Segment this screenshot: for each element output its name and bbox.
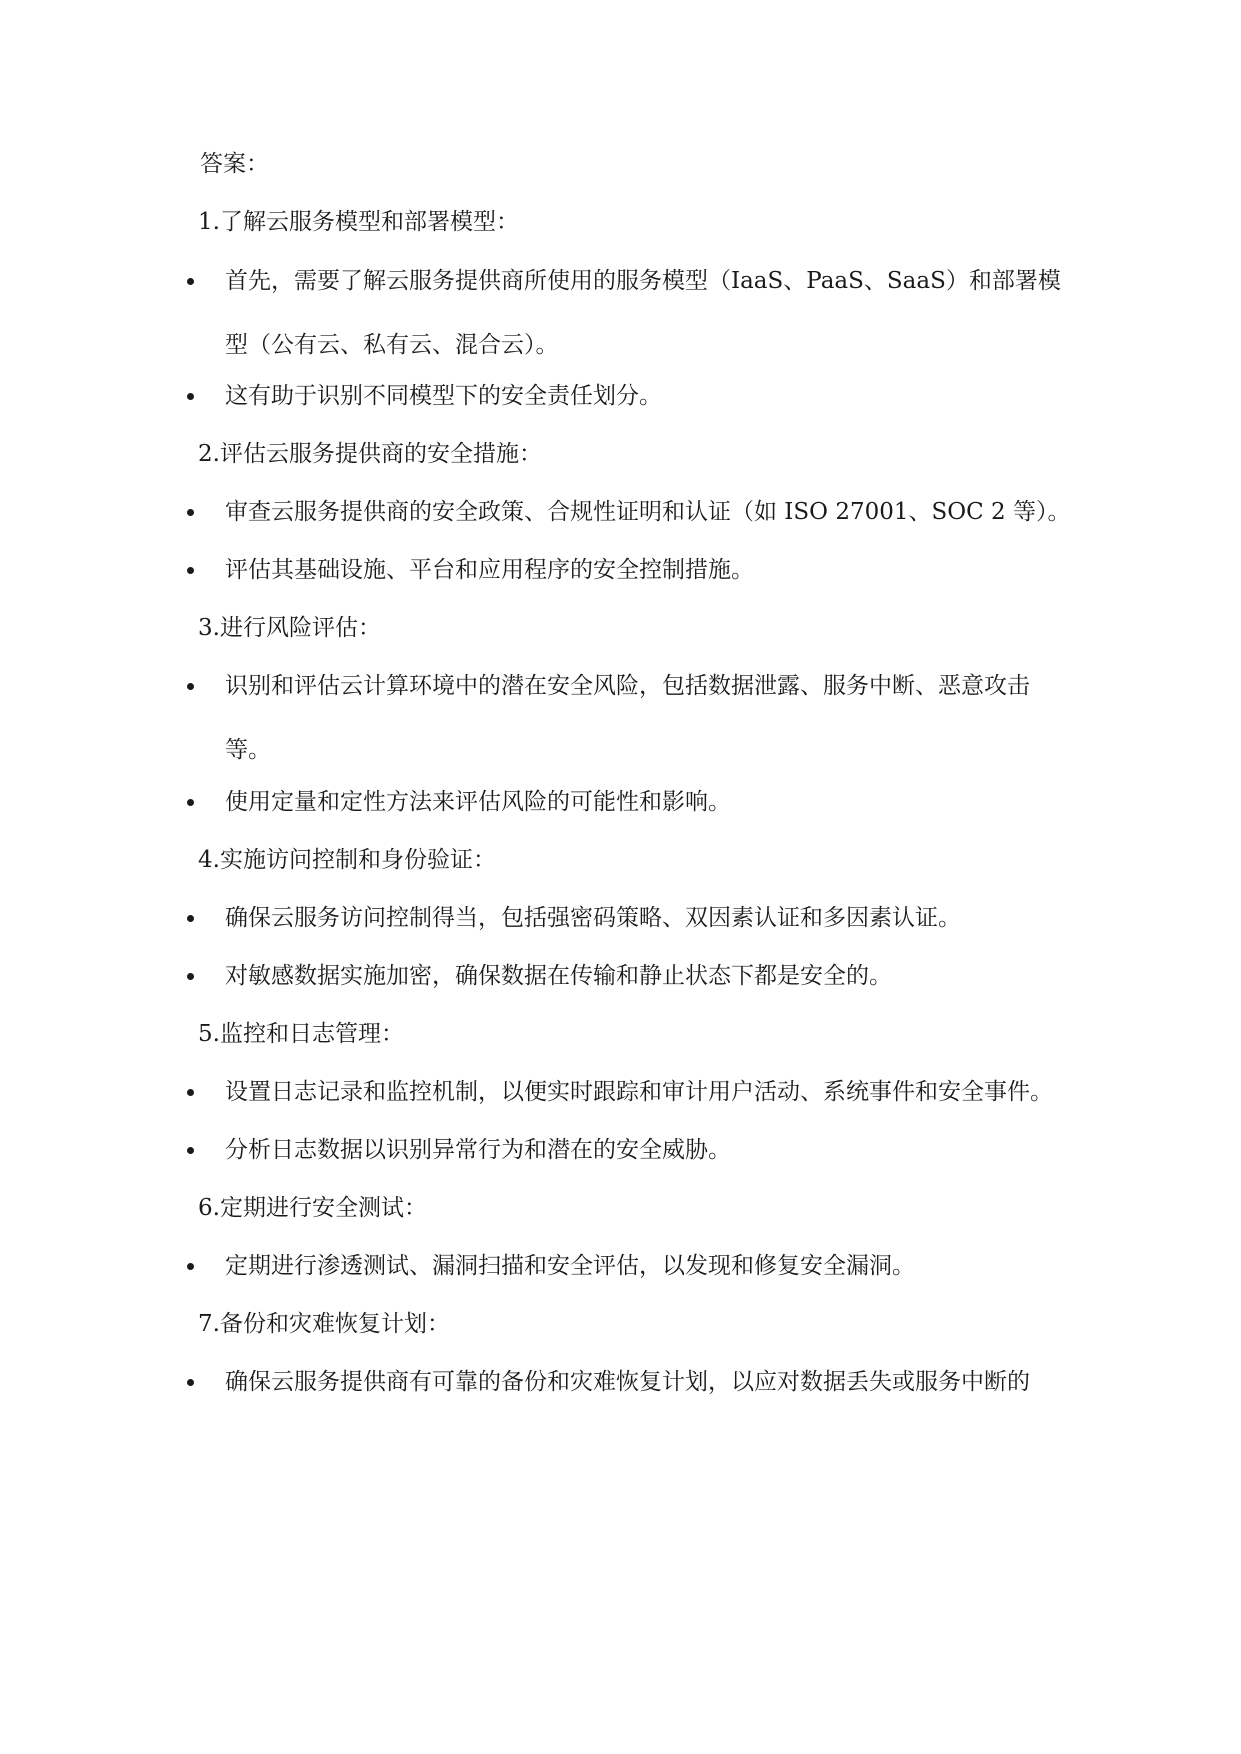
- bullet-text: 定期进行渗透测试、漏洞扫描和安全评估，以发现和修复安全漏洞。: [225, 1253, 915, 1279]
- bullet-dot-icon: [187, 683, 194, 690]
- bullet-dot-icon: [187, 393, 194, 400]
- section-heading-5: 5.监控和日志管理：: [198, 1021, 404, 1047]
- bullet-text: 确保云服务提供商有可靠的备份和灾难恢复计划，以应对数据丢失或服务中断的: [225, 1369, 1030, 1395]
- section-heading-4: 4.实施访问控制和身份验证：: [198, 847, 496, 873]
- bullet-dot-icon: [187, 1263, 194, 1270]
- answer-title: 答案：: [200, 151, 269, 177]
- bullet-text: 识别和评估云计算环境中的潜在安全风险，包括数据泄露、服务中断、恶意攻击: [225, 673, 1030, 699]
- bullet-dot-icon: [187, 799, 194, 806]
- bullet-text: 这有助于识别不同模型下的安全责任划分。: [225, 383, 662, 409]
- bullet-text: 评估其基础设施、平台和应用程序的安全控制措施。: [225, 557, 754, 583]
- bullet-text: 分析日志数据以识别异常行为和潜在的安全威胁。: [225, 1137, 731, 1163]
- bullet-dot-icon: [187, 1379, 194, 1386]
- bullet-text: 确保云服务访问控制得当，包括强密码策略、双因素认证和多因素认证。: [225, 905, 961, 931]
- bullet-dot-icon: [187, 1147, 194, 1154]
- section-heading-3: 3.进行风险评估：: [198, 615, 381, 641]
- bullet-dot-icon: [187, 973, 194, 980]
- bullet-text: 审查云服务提供商的安全政策、合规性证明和认证（如 ISO 27001、SOC 2 等）。: [225, 499, 1071, 525]
- bullet-text: 对敏感数据实施加密，确保数据在传输和静止状态下都是安全的。: [225, 963, 892, 989]
- bullet-dot-icon: [187, 915, 194, 922]
- bullet-dot-icon: [187, 278, 194, 285]
- section-heading-2: 2.评估云服务提供商的安全措施：: [198, 441, 542, 467]
- section-heading-1: 1.了解云服务模型和部署模型：: [198, 209, 519, 235]
- bullet-text-continued: 型（公有云、私有云、混合云）。: [225, 332, 559, 358]
- bullet-dot-icon: [187, 1089, 194, 1096]
- bullet-text: 设置日志记录和监控机制，以便实时跟踪和审计用户活动、系统事件和安全事件。: [225, 1079, 1053, 1105]
- section-heading-6: 6.定期进行安全测试：: [198, 1195, 427, 1221]
- bullet-text-continued: 等。: [225, 737, 271, 763]
- bullet-dot-icon: [187, 567, 194, 574]
- bullet-dot-icon: [187, 509, 194, 516]
- section-heading-7: 7.备份和灾难恢复计划：: [198, 1311, 450, 1337]
- bullet-text: 首先，需要了解云服务提供商所使用的服务模型（IaaS、PaaS、SaaS）和部署模: [225, 268, 1061, 294]
- bullet-text: 使用定量和定性方法来评估风险的可能性和影响。: [225, 789, 731, 815]
